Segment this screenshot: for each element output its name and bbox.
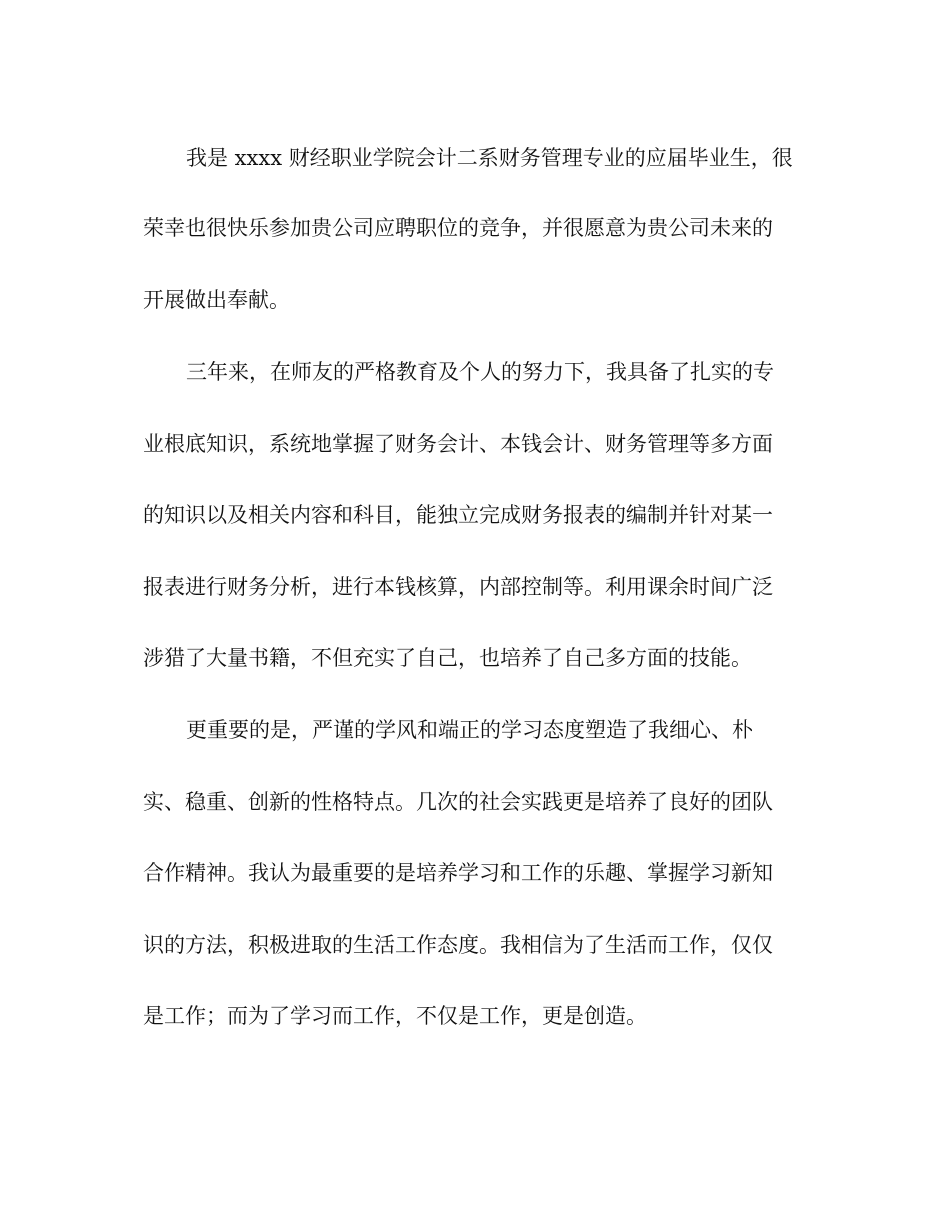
paragraph-2-line-3: 的知识以及相关内容和科目，能独立完成财务报表的编制并针对某一 xyxy=(143,503,773,527)
paragraph-3-line-5: 是工作；而为了学习而工作，不仅是工作，更是创造。 xyxy=(143,1004,647,1028)
paragraph-2-line-1: 三年来，在师友的严格教育及个人的努力下，我具备了扎实的专 xyxy=(186,360,774,384)
paragraph-3-line-1: 更重要的是，严谨的学风和端正的学习态度塑造了我细心、朴 xyxy=(186,718,753,742)
paragraph-1-line-2: 荣幸也很快乐参加贵公司应聘职位的竞争，并很愿意为贵公司未来的 xyxy=(143,216,773,240)
paragraph-1-line-3: 开展做出奉献。 xyxy=(143,288,290,312)
paragraph-3-line-2: 实、稳重、创新的性格特点。几次的社会实践更是培养了良好的团队 xyxy=(143,790,773,814)
paragraph-3-line-3: 合作精神。我认为最重要的是培养学习和工作的乐趣、掌握学习新知 xyxy=(143,861,773,885)
paragraph-2-line-5: 涉猎了大量书籍，不但充实了自己，也培养了自己多方面的技能。 xyxy=(143,646,752,670)
paragraph-2-line-4: 报表进行财务分析，进行本钱核算，内部控制等。利用课余时间广泛 xyxy=(143,575,773,599)
paragraph-3-line-4: 识的方法，积极进取的生活工作态度。我相信为了生活而工作，仅仅 xyxy=(143,933,773,957)
paragraph-2-line-2: 业根底知识，系统地掌握了财务会计、本钱会计、财务管理等多方面 xyxy=(143,432,773,456)
paragraph-1-line-1: 我是 xxxx 财经职业学院会计二系财务管理专业的应届毕业生，很 xyxy=(186,146,793,170)
